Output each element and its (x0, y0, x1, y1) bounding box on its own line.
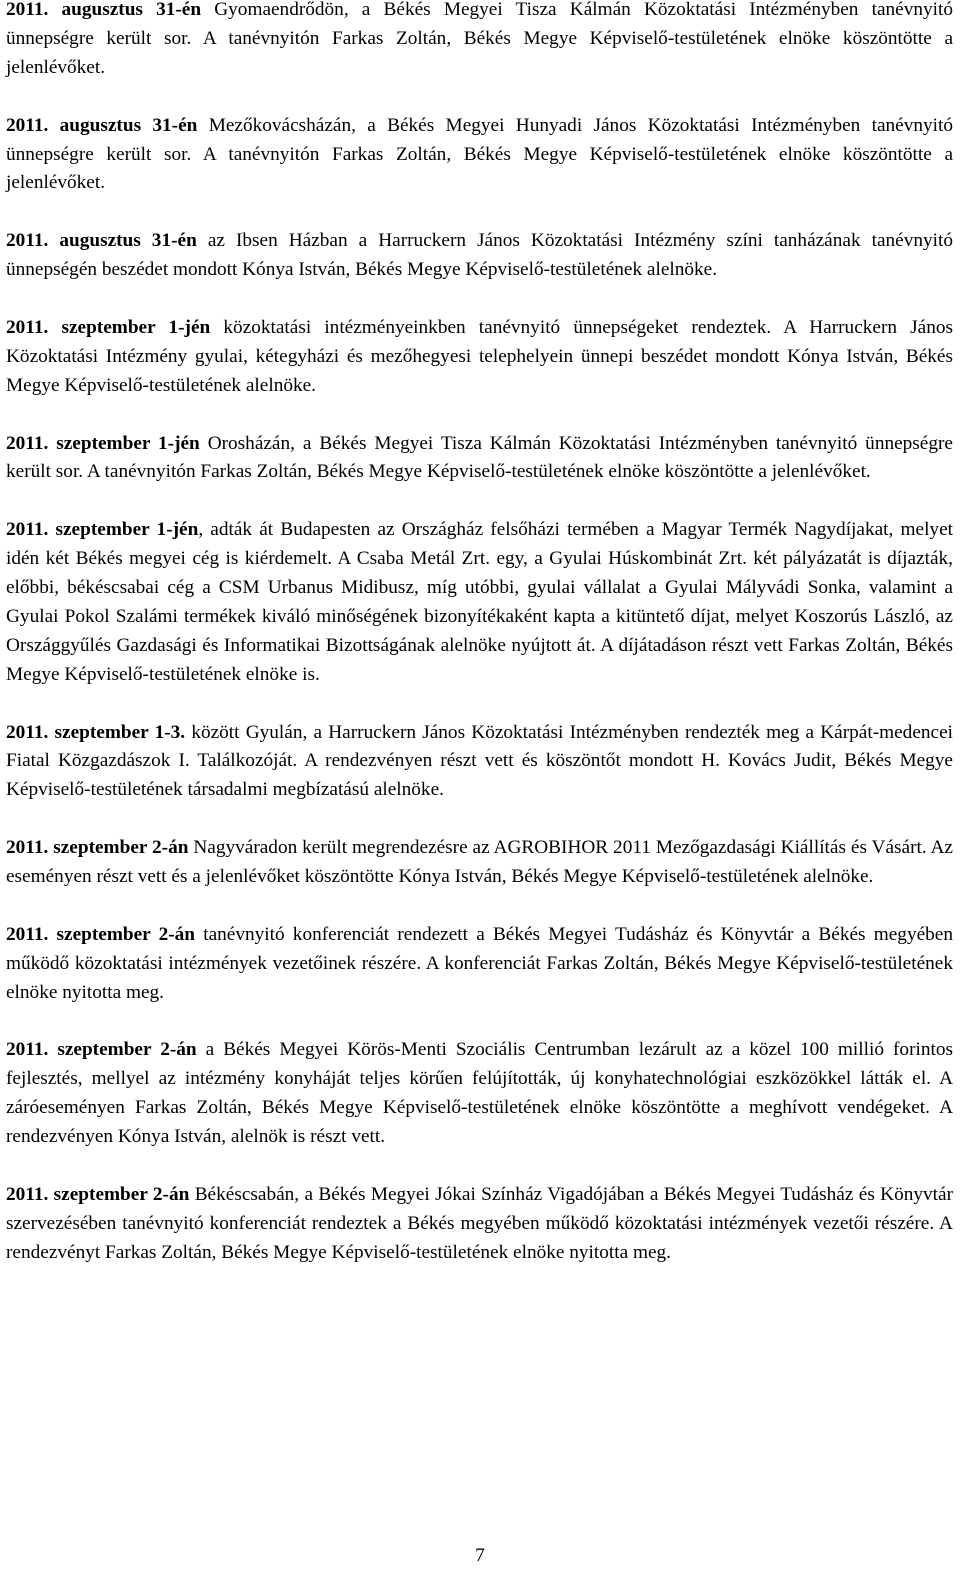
event-date: 2011. augusztus 31-én (6, 114, 198, 136)
event-entry (6, 921, 953, 1008)
event-date: 2011. szeptember 2-án (6, 923, 196, 945)
document-body (6, 0, 953, 1297)
event-date: 2011. szeptember 1-jén (6, 519, 199, 541)
event-date: 2011. szeptember 1-jén (6, 432, 200, 454)
event-text: Nagyváradon került megrendezésre az AGROBIHOR 2011 Mezőgazdasági Kiállítás és Vásárt. Az eseményen részt vett és a jelenlévőket köszöntötte Kónya István, Békés Megye Képviselő-testületének alelnöke. (6, 837, 953, 888)
event-entry (6, 1181, 953, 1268)
event-entry (6, 430, 953, 488)
event-date: 2011. szeptember 2-án (6, 1184, 190, 1205)
event-text: Békéscsabán, a Békés Megyei Jókai Színház Vigadójában a Békés Megyei Tudásház és Könyvtár szervezésében tanévnyitó konferenciát rendeztek a Békés megyében működő közoktatási intézmények vezetői részére. A rendezvényt Farkas Zoltán, Békés Megye Képviselő-testületének elnöke nyitotta meg. (6, 1184, 953, 1263)
event-text: tanévnyitó konferenciát rendezett a Békés Megyei Tudásház és Könyvtár a Békés megyében működő közoktatási intézmények vezetőinek részére. A konferenciát Farkas Zoltán, Békés Megye Képviselő-testületének elnöke nyitotta meg. (6, 923, 953, 1003)
event-entry (6, 516, 953, 689)
event-entry (6, 314, 953, 401)
event-text: , adták át Budapesten az Országház felsőházi termében a Magyar Termék Nagydíjakat, melyet idén két Békés megyei cég is kiérdemelt. A Csaba Metál Zrt. egy, a Gyulai Húskombinát Zrt. két pályázatát is díjazták, előbbi, békéscsabai cég a CSM Urbanus Midibusz, míg utóbbi, gyulai vállalat a Gyulai Mályvádi Sonka, valamint a Gyulai Pokol Szalámi termékek kiváló minőségének bizonyítékaként kapta a kitüntető díjat, melyet Koszorús László, az Országgyűlés Gazdasági és Informatikai Bizottságának alelnöke nyújtott át. A díjátadáson részt vett Farkas Zoltán, Békés Megye Képviselő-testületének elnöke is. (6, 519, 953, 685)
event-date: 2011. augusztus 31-én (6, 0, 202, 20)
event-date: 2011. szeptember 2-án (6, 837, 189, 859)
event-text: Mezőkovácsházán, a Békés Megyei Hunyadi János Közoktatási Intézményben tanévnyitó ünnepségre került sor. A tanévnyitón Farkas Zoltán, Békés Megye Képviselő-testületének elnöke köszöntötte a jelenlévőket. (6, 114, 953, 194)
event-entry (6, 1036, 953, 1152)
event-entry (6, 112, 953, 199)
event-entry (6, 834, 953, 892)
event-date: 2011. augusztus 31-én (6, 230, 197, 252)
event-text: Gyomaendrődön, a Békés Megyei Tisza Kálmán Közoktatási Intézményben tanévnyitó ünnepségre került sor. A tanévnyitón Farkas Zoltán, Békés Megye Képviselő-testületének elnöke köszöntötte a jelenlévőket. (6, 0, 953, 78)
event-text: a Békés Megyei Körös-Menti Szociális Centrumban lezárult az a közel 100 millió forintos fejlesztés, mellyel az intézmény konyháját teljes körűen felújították, új konyhatechnológiai eszközökkel látták el. A záróeseményen Farkas Zoltán, Békés Megye Képviselő-testületének elnöke köszöntötte a meghívott vendégeket. A rendezvényen Kónya István, alelnök is részt vett. (6, 1039, 953, 1148)
event-text: közoktatási intézményeinkben tanévnyitó ünnepségeket rendeztek. A Harruckern János Közoktatási Intézmény gyulai, kétegyházi és mezőhegyesi telephelyein ünnepi beszédet mondott Kónya István, Békés Megye Képviselő-testületének alelnöke. (6, 316, 953, 396)
event-date: 2011. szeptember 1-3. (6, 721, 186, 743)
event-entry (6, 227, 953, 285)
event-text: az Ibsen Házban a Harruckern János Közoktatási Intézmény színi tanházának tanévnyitó ünnepségén beszédet mondott Kónya István, Békés Megye Képviselő-testületének alelnöke. (6, 230, 953, 281)
event-text: Orosházán, a Békés Megyei Tisza Kálmán Közoktatási Intézményben tanévnyitó ünnepségre került sor. A tanévnyitón Farkas Zoltán, Békés Megye Képviselő-testületének elnöke köszöntötte a jelenlévőket. (6, 432, 953, 483)
page-number: 7 (475, 1545, 485, 1566)
event-date: 2011. szeptember 1-jén (6, 316, 211, 338)
event-entry (6, 0, 953, 83)
event-entry (6, 719, 953, 806)
event-text: között Gyulán, a Harruckern János Közoktatási Intézményben rendezték meg a Kárpát-medencei Fiatal Közgazdászok I. Találkozóját. A rendezvényen részt vett és köszöntőt mondott H. Kovács Judit, Békés Megye Képviselő-testületének társadalmi megbízatású alelnöke. (6, 721, 953, 801)
event-date: 2011. szeptember 2-án (6, 1039, 197, 1061)
